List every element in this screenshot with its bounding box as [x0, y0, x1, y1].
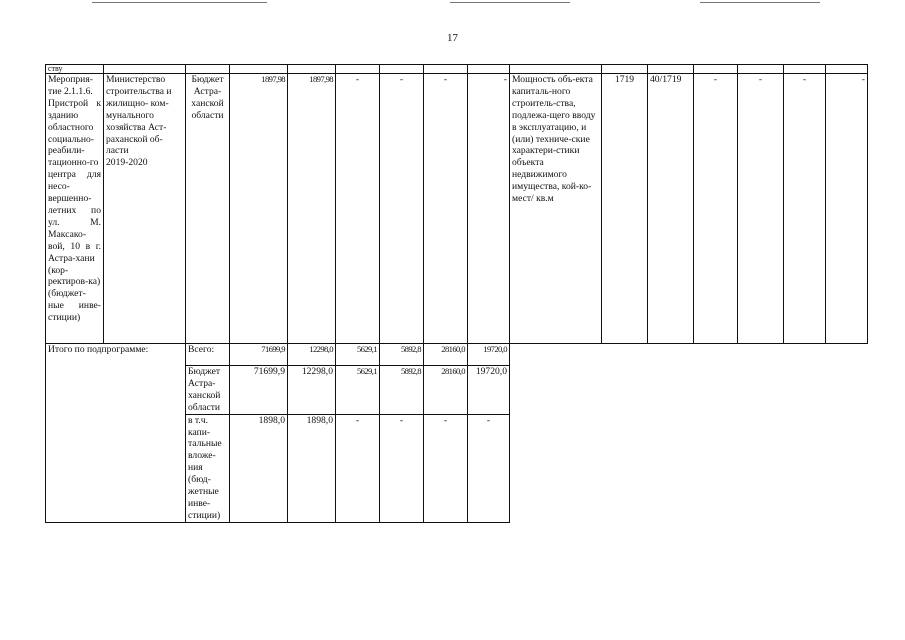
indicator-value: - [694, 74, 738, 344]
total-value: - [424, 414, 468, 522]
measure-value: - [424, 74, 468, 344]
indicator-name: Мощность объ-екта капиталь-ного строитель-ства, подлежа-щего вводу в эксплуатацию, и (или) техниче-ские характери-стики объекта недвижимого имущества, кой-ко-мест/ кв.м [510, 74, 602, 344]
measure-executor: Министерство строительства и жилищно- ком-мунального хозяйства Аст-раханской об-ласти 2019-2020 [104, 74, 186, 344]
measure-value: - [468, 74, 510, 344]
measure-row [46, 74, 868, 344]
indicator-value: 1719 [602, 74, 648, 344]
total-source: в т.ч. капи-тальные вложе-ния (бюд-жетные инве-стиции) [186, 414, 230, 522]
scan-edge-line [92, 2, 267, 3]
total-value: 71699,9 [230, 344, 288, 366]
total-source: Бюджет Астра-ханской области [186, 366, 230, 415]
total-source: Всего: [186, 344, 230, 366]
total-value: 5629,1 [336, 344, 380, 366]
total-value: 12298,0 [288, 366, 336, 415]
measure-name: Мероприя- тие 2.1.1.6. Пристрой к зданию областного социально-реабили-тационно-го центра для несо-вершенно-летних по ул. М. Максако-вой, 10 в г. Астра-хани (кор-ректиров-ка) (бюджет-ные инве-стиции) [46, 74, 104, 344]
measure-value: - [380, 74, 424, 344]
carry-over-text: ству [46, 65, 104, 74]
total-value: 1898,0 [288, 414, 336, 522]
measure-value: 1897,98 [288, 74, 336, 344]
total-label: Итого по подпрограмме: [46, 344, 186, 523]
total-value: 71699,9 [230, 366, 288, 415]
measure-value: 1897,98 [230, 74, 288, 344]
total-value: - [468, 414, 510, 522]
total-value: 5629,1 [336, 366, 380, 415]
total-value: 5892,8 [380, 344, 424, 366]
total-value: 19720,0 [468, 366, 510, 415]
total-value: 19720,0 [468, 344, 510, 366]
indicator-value: - [738, 74, 784, 344]
total-value: 12298,0 [288, 344, 336, 366]
total-value: 1898,0 [230, 414, 288, 522]
indicator-value: - [784, 74, 826, 344]
total-value: - [336, 414, 380, 522]
scan-edge-line [700, 2, 820, 3]
total-row-all [46, 344, 868, 366]
total-value: 5892,8 [380, 366, 424, 415]
indicator-value: - [826, 74, 868, 344]
measure-source: Бюджет Астра-ханской области [186, 74, 230, 344]
program-table [45, 64, 868, 523]
total-value: - [380, 414, 424, 522]
indicator-value: 40/1719 [648, 74, 694, 344]
carry-over-row [46, 65, 868, 74]
page-number: 17 [447, 32, 458, 44]
total-value: 28160,0 [424, 344, 468, 366]
total-value: 28160,0 [424, 366, 468, 415]
measure-value: - [336, 74, 380, 344]
scan-edge-line [450, 2, 570, 3]
